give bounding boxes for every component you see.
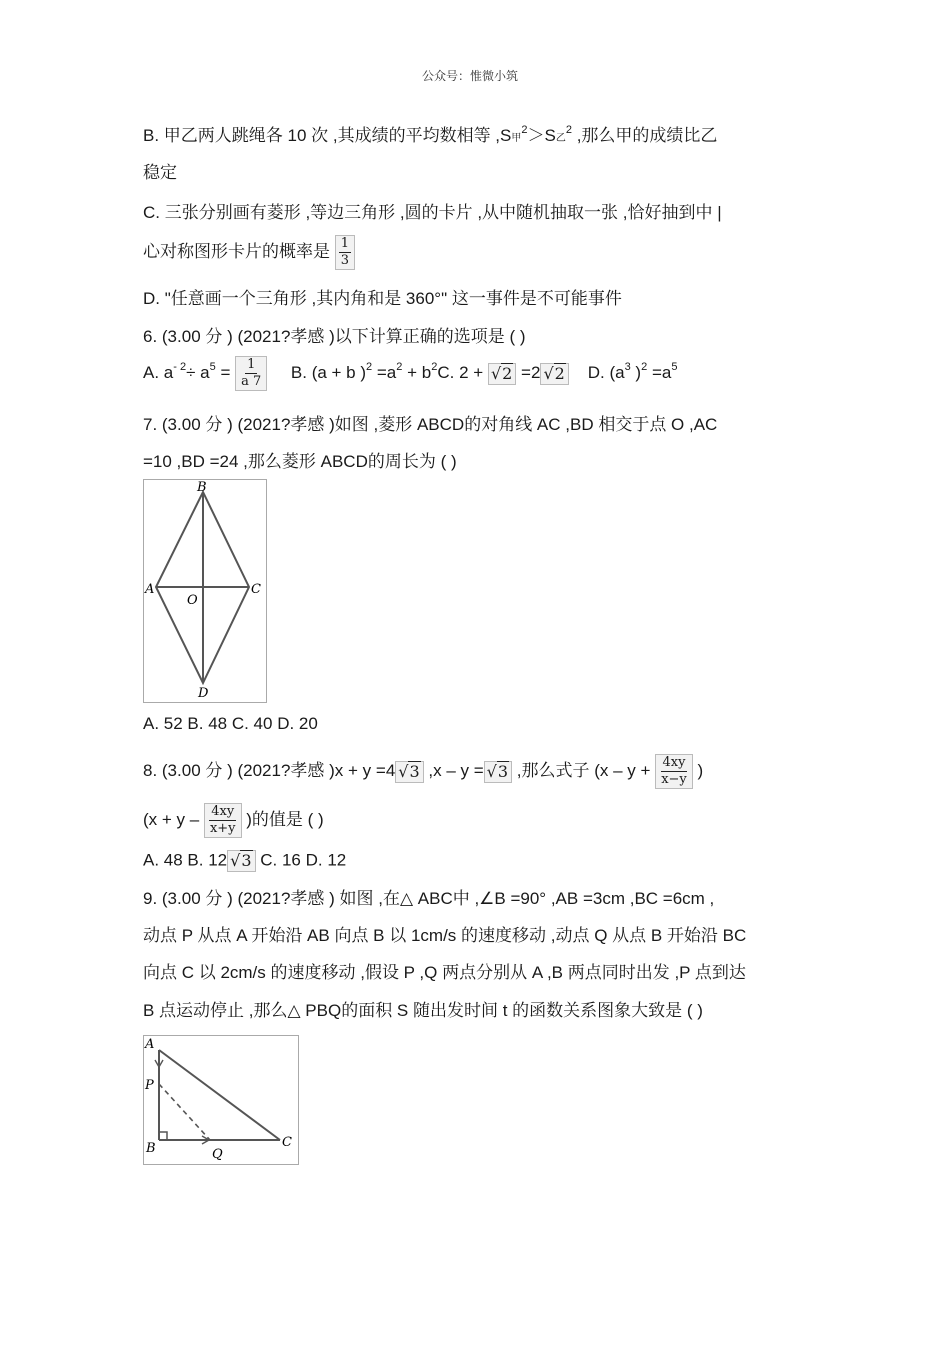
sqrt-3: √3: [484, 761, 512, 783]
q5-option-c-line2: 心对称图形卡片的概率是 $\frac{1}{3}$: [143, 235, 355, 270]
label-b: B: [146, 1141, 156, 1156]
q7-options: A. 52 B. 48 C. 40 D. 20: [143, 714, 318, 733]
label-c: C: [282, 1135, 292, 1150]
sqrt-3: √3: [227, 850, 255, 872]
q6-options: A. $a^{- 2}\div a^5$ = $\frac{1}{a 7}$ B. (a + b )$^2 =a^2 + b^2C$. 2 + √2 =2 √2 D. ($a^3$ )$^2 =a^5$: [143, 357, 678, 389]
q7-line1: 7. (3.00 分 ) (2021?孝感 )如图 ,菱形 ABCD的对角线 AC ,BD 相交于点 O ,AC: [143, 415, 718, 434]
q5-option-d: D. "任意画一个三角形 ,其内角和是 360°" 这一事件是不可能事件: [143, 289, 622, 308]
triangle-figure: [143, 1035, 299, 1165]
label-o: O: [187, 593, 198, 608]
rhombus-figure: [143, 479, 267, 703]
q9-line1: 9. (3.00 分 ) (2021?孝感 ) 如图 ,在△ ABC中 ,∠B =90° ,AB =3cm ,BC =6cm ,: [143, 889, 715, 908]
q9-line2: 动点 P 从点 A 开始沿 AB 向点 B 以 1cm/s 的速度移动 ,动点 Q 从点 B 开始沿 BC: [143, 926, 747, 945]
q8-line2: (x + y – $\frac{4xy}{x+y}$ )的值是 ( ): [143, 804, 324, 836]
q5-option-b-line1: B. 甲乙两人跳绳各 10 次 ,其成绩的平均数相等 ,S甲$^2$＞S乙$^2$ ,那么甲的成绩比乙: [143, 124, 718, 145]
q7-line2: =10 ,BD =24 ,那么菱形 ABCD的周长为 ( ): [143, 452, 457, 471]
sqrt-2: √2: [540, 363, 568, 385]
label-d: D: [198, 686, 209, 701]
right-angle-mark: [159, 1132, 167, 1140]
q9-line3: 向点 C 以 2cm/s 的速度移动 ,假设 P ,Q 两点分别从 A ,B 两点同时出发 ,P 点到达: [143, 963, 746, 982]
q6-stem: 6. (3.00 分 ) (2021?孝感 )以下计算正确的选项是 ( ): [143, 327, 526, 346]
fraction-4xy-over-x-minus-y: $\frac{4xy}{x-y}$: [655, 754, 693, 789]
q5-option-b-line2: 稳定: [143, 163, 177, 182]
label-a: A: [145, 582, 155, 597]
label-q: Q: [212, 1147, 223, 1162]
label-a: A: [145, 1037, 155, 1052]
label-p: P: [145, 1078, 154, 1093]
page-header: 公众号：惟微小筑: [422, 69, 519, 83]
q9-line4: B 点运动停止 ,那么△ PBQ的面积 S 随出发时间 t 的函数关系图象大致是 ( ): [143, 1001, 703, 1020]
sqrt-3: √3: [395, 761, 423, 783]
fraction-one-third: $\frac{1}{3}$: [335, 235, 355, 270]
q5-option-c-line1: C. 三张分别画有菱形 ,等边三角形 ,圆的卡片 ,从中随机抽取一张 ,恰好抽到中 |: [143, 203, 722, 222]
fraction-4xy-over-x-plus-y: $\frac{4xy}{x+y}$: [204, 803, 242, 838]
fraction-a7: $\frac{1}{a 7}$: [235, 356, 267, 391]
label-c: C: [251, 582, 261, 597]
q8-options: A. 48 B. 12 √3 C. 16 D. 12: [143, 850, 347, 870]
side-ac: [159, 1050, 280, 1140]
q8-line1: 8. (3.00 分 ) (2021?孝感 )x + y =4 √3 ,x – y = √3 ,那么式子 (x – y + $\frac{4xy}{x-y}$ ): [143, 755, 704, 787]
label-b: B: [197, 480, 207, 495]
sqrt-2: √2: [488, 363, 516, 385]
